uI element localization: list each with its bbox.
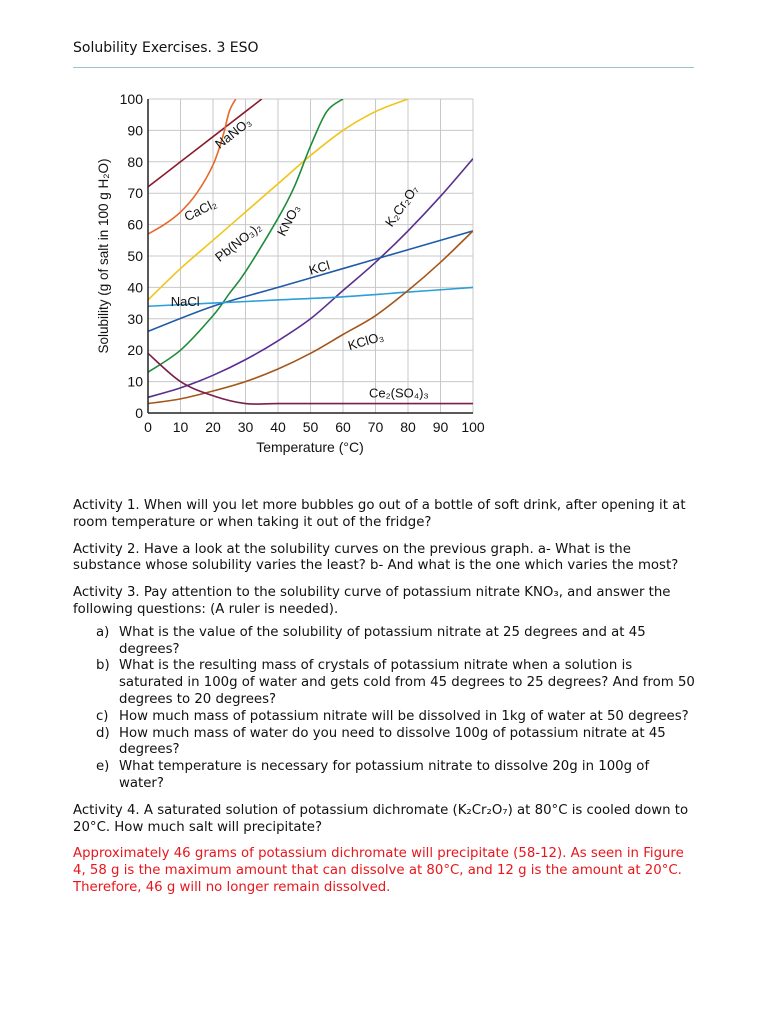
activity-4: Activity 4. A saturated solution of potassium dichromate (K₂Cr₂O₇) at 80°C is cooled down to 20°C. How much salt will precipitate? (73, 802, 689, 835)
activity-3: Activity 3. Pay attention to the solubility curve of potassium nitrate KNO₃, and answer the following questions: (A ruler is needed). (73, 585, 671, 617)
list-marker: a) (96, 624, 110, 640)
x-tick-label: 60 (335, 419, 351, 435)
list-item (96, 759, 698, 793)
activity-3-questions (73, 625, 698, 793)
series-label: Pb(NO₃)₂ (212, 219, 265, 265)
list-marker: d) (96, 725, 110, 741)
question-text: What is the resulting mass of crystals of potassium nitrate when a solution is saturated in 100g of water and gets cold from 45 degrees to 25 degrees? And from 50 degrees to 20 degrees? (119, 658, 695, 707)
list-marker: c) (96, 708, 109, 724)
y-tick-label: 90 (127, 122, 143, 139)
y-tick-label: 60 (127, 216, 143, 233)
list-marker: b) (96, 658, 110, 674)
series-label: KNO₃ (273, 201, 303, 239)
x-tick-label: 20 (205, 419, 221, 435)
x-tick-label: 0 (144, 419, 152, 435)
x-tick-label: 10 (172, 419, 189, 435)
x-axis-label: Temperature (°C) (256, 439, 364, 455)
list-item (96, 725, 698, 760)
y-tick-label: 0 (135, 405, 143, 421)
list-item (96, 624, 698, 659)
question-text: How much mass of potassium nitrate will be dissolved in 1kg of water at 50 degrees? (119, 708, 689, 724)
y-tick-label: 30 (127, 310, 143, 327)
series-label: KCl (307, 257, 332, 278)
y-tick-label: 80 (127, 153, 143, 170)
y-tick-label: 70 (127, 185, 143, 202)
list-marker: e) (96, 759, 110, 775)
series-label: Ce₂(SO₄)₃ (369, 385, 429, 401)
series-label: CaCl₂ (181, 195, 219, 225)
question-text: How much mass of water do you need to dissolve 100g of potassium nitrate at 45 degrees? (119, 725, 666, 758)
series-label: K₂Cr₂O₇ (381, 182, 422, 230)
chart-ticks (120, 91, 485, 435)
y-tick-label: 10 (127, 373, 143, 390)
series-label: NaNO₃ (212, 114, 254, 152)
activity-2: Activity 2. Have a look at the solubility curves on the previous graph. a- What is the substance whose solubility varies the least? b- And what is the one which varies the most? (73, 541, 679, 574)
y-tick-label: 20 (127, 342, 143, 359)
activities-section (73, 498, 698, 907)
list-item (96, 658, 698, 708)
y-tick-label: 50 (127, 248, 143, 264)
y-tick-label: 40 (127, 279, 143, 296)
question-text: What temperature is necessary for potassium nitrate to dissolve 20g in 100g of water? (119, 759, 650, 791)
chart-series-labels (171, 114, 429, 400)
x-tick-label: 100 (461, 419, 485, 435)
x-tick-label: 90 (432, 419, 449, 435)
series-label: NaCl (170, 294, 200, 310)
header-divider (73, 67, 694, 68)
solubility-chart (86, 84, 506, 464)
list-item (96, 708, 698, 726)
y-tick-label: 100 (119, 91, 143, 107)
activity-1: Activity 1. When will you let more bubbles go out of a bottle of soft drink, after opening it at room temperature or when taking it out of the fridge? (73, 498, 686, 530)
question-text: What is the value of the solubility of potassium nitrate at 25 degrees and at 45 degrees? (119, 624, 646, 657)
x-tick-label: 50 (302, 419, 319, 435)
activity-4-answer: Approximately 46 grams of potassium dichromate will precipitate (58-12). As seen in Figure 4, 58 g is the maximum amount that can dissolve at 80°C, and 12 g is the amount at 20°C. Therefore, 46 g will no longer remain dissolved. (73, 846, 684, 895)
x-tick-label: 30 (237, 419, 254, 435)
series-label: KClO₃ (346, 328, 386, 354)
series-line (148, 99, 262, 187)
page-header-title: Solubility Exercises. 3 ESO (73, 40, 259, 56)
x-tick-label: 80 (400, 419, 416, 435)
y-axis-label: Solubility (g of salt in 100 g H₂O) (96, 158, 111, 354)
x-tick-label: 70 (367, 419, 384, 435)
x-tick-label: 40 (270, 419, 286, 435)
